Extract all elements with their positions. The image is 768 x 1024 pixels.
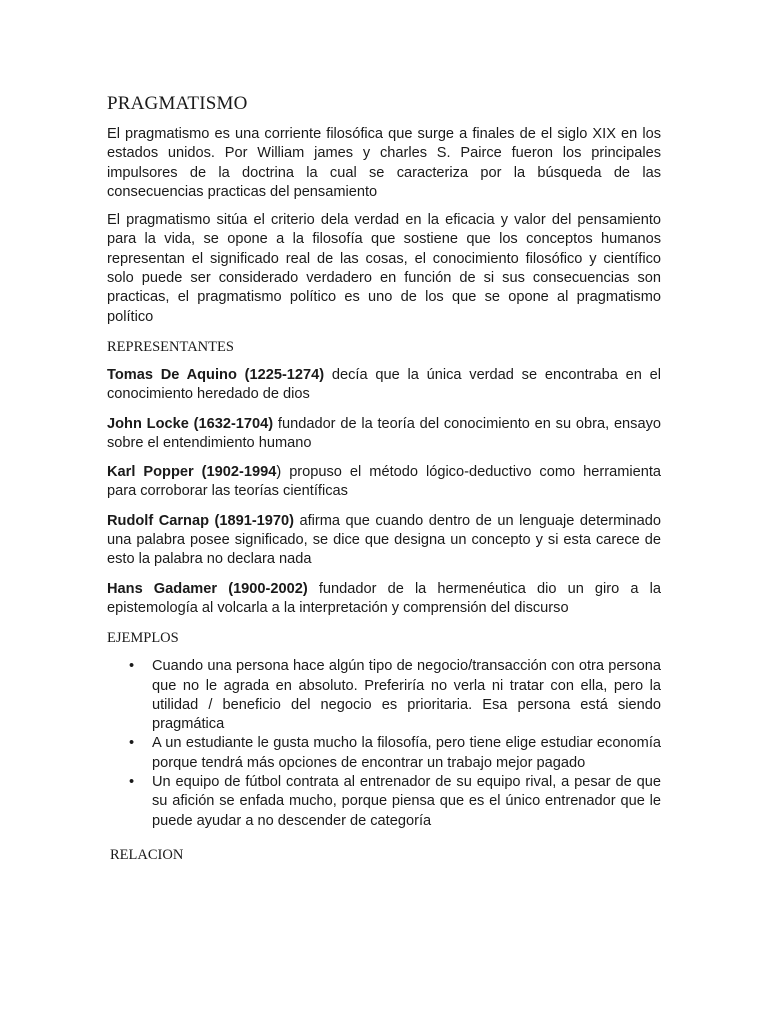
representante-name: John Locke (1632-1704) (107, 415, 274, 432)
representante-text: decía que la única verdad se encontraba en el conocimiento heredado de dios (107, 366, 661, 403)
ejemplo-text: Cuando una persona hace algún tipo de negocio/transacción con otra persona que no le agrada en absoluto. Preferiría no verla ni tratar con ella, pero la utilidad / beneficio del negocio es prioritaria. Esa persona está siendo pragmática (152, 658, 661, 733)
relacion-heading: RELACION (110, 846, 184, 863)
ejemplos-list (107, 657, 661, 831)
document-title: PRAGMATISMO (107, 93, 248, 114)
representante-name: Rudolf Carnap (1891-1970) (107, 512, 294, 529)
representante-text: ) propuso el método lógico-deductivo como herramienta para corroborar las teorías científicas (107, 464, 661, 500)
bullet-icon: • (129, 658, 135, 675)
ejemplos-heading: EJEMPLOS (107, 630, 179, 647)
representantes-heading: REPRESENTANTES (107, 338, 234, 355)
ejemplo-text: A un estudiante le gusta mucho la filosofía, pero tiene elige estudiar economía porque tendrá más opciones de encontrar un trabajo mejor pagado (152, 735, 661, 771)
ejemplo-text: Un equipo de fútbol contrata al entrenador de su equipo rival, a pesar de que su afición se enfada mucho, porque piensa que es el único entrenador que le puede ayudar a no descender de categoría (152, 774, 661, 829)
representante-name: Tomas De Aquino (1225-1274) (107, 366, 325, 383)
representante-text: fundador de la hermenéutica dio un giro a la epistemología al volcarla a la interpretación y comprensión del discurso (107, 580, 661, 616)
list-item (107, 773, 661, 831)
representante-name: Karl Popper (1902-1994 (107, 464, 277, 481)
representante-item (107, 366, 661, 405)
bullet-icon: • (129, 735, 135, 752)
representante-name: Hans Gadamer (1900-2002) (107, 580, 308, 597)
bullet-icon: • (129, 774, 135, 791)
representante-item (107, 415, 661, 454)
representante-text: afirma que cuando dentro de un lenguaje determinado una palabra posee significado, se dice que designa un concepto y si esta carece de esto la palabra no declara nada (107, 512, 661, 568)
intro-paragraph: El pragmatismo es una corriente filosófica que surge a finales de el siglo XIX en los estados unidos. Por William james y charles S. Pairce fueron los principales impulsores de la doctrina la cual se caracteriza por la búsqueda de las consecuencias practicas del pensamiento (107, 126, 661, 200)
representante-item (107, 463, 661, 502)
representante-item (107, 580, 661, 619)
list-item (107, 657, 661, 734)
list-item (107, 734, 661, 773)
representante-item (107, 512, 661, 570)
criteria-paragraph: El pragmatismo sitúa el criterio dela verdad en la eficacia y valor del pensamiento para la vida, se opone a la filosofía que sostiene que los conceptos humanos representan el significado real de las cosas, el conocimiento filosófico y científico solo puede ser considerado verdadero en función de si sus consecuencias son practicas, el pragmatismo político es uno de los que se opone al pragmatismo político (107, 212, 661, 325)
representante-text: fundador de la teoría del conocimiento en su obra, ensayo sobre el entendimiento humano (107, 415, 661, 451)
document-page (107, 92, 661, 874)
